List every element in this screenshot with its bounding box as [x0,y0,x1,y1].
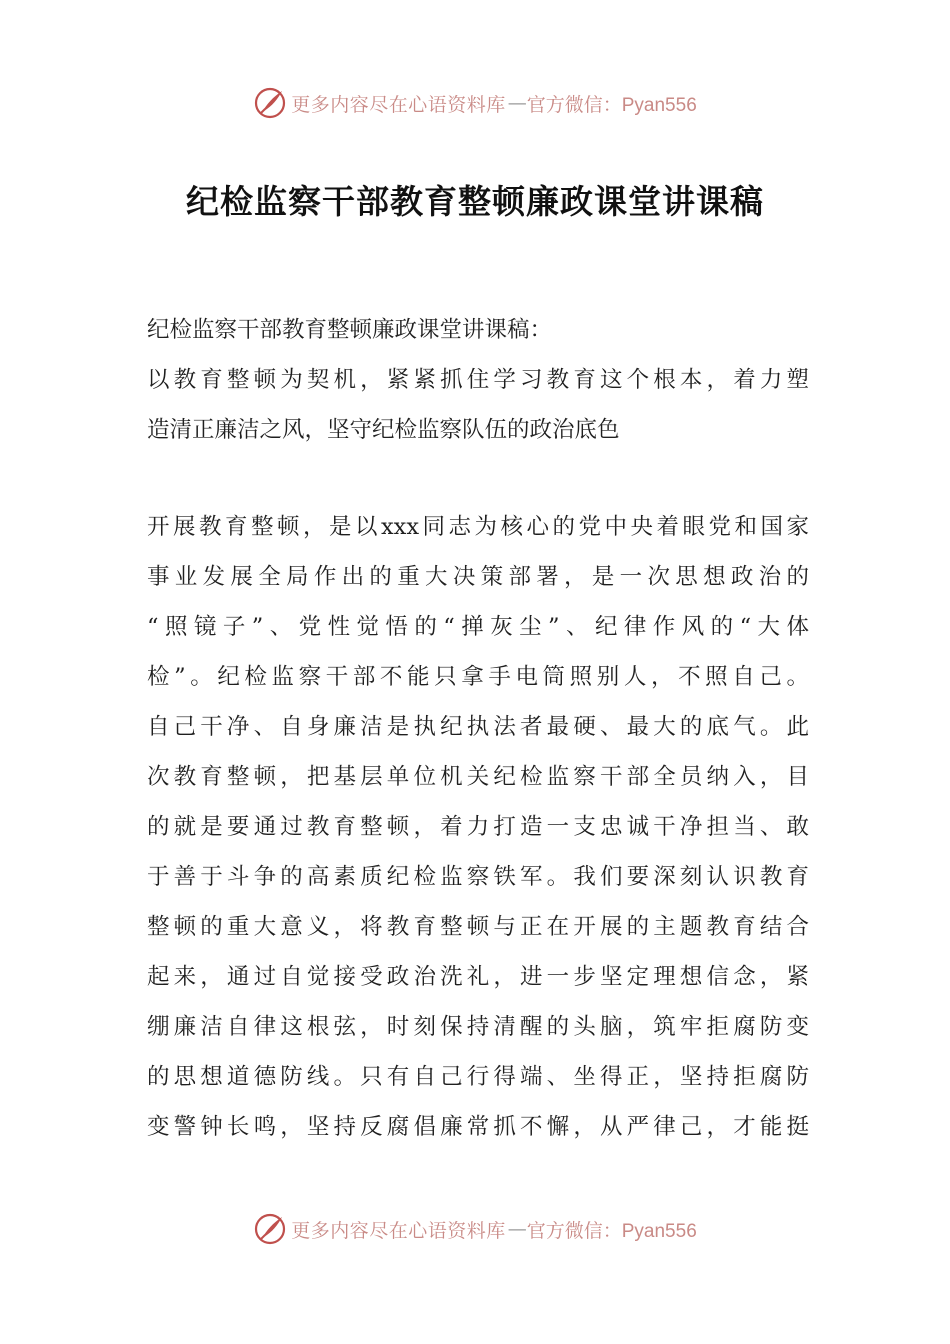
intro-section [147,305,809,455]
watermark-wechat-text: 官方微信：Pyan556 [526,1220,697,1242]
intro-line: 以教育整顿为契机，紧紧抓住学习教育这个根本，着力塑 [147,367,809,393]
paragraph-line: 起来，通过自觉接受政治洗礼，进一步坚定理想信念，紧 [147,964,809,990]
watermark-site-text: 更多内容尽在心语资料库 [291,93,506,116]
watermark-site-text: 更多内容尽在心语资料库 [291,1219,506,1242]
paragraph-line: 开展教育整顿，是以xxx同志为核心的党中央着眼党和国家 [147,514,809,540]
quill-logo-icon [253,1212,287,1246]
paragraph-line: 次教育整顿，把基层单位机关纪检监察干部全员纳入，目 [147,764,809,790]
watermark-separator: — [507,1218,527,1240]
intro-line: 纪检监察干部教育整顿廉政课堂讲课稿： [147,317,553,343]
quill-logo-icon [253,86,287,120]
paragraph-line: 变警钟长鸣，坚持反腐倡廉常抓不懈，从严律己，才能挺 [147,1114,809,1140]
watermark-wechat-text: 官方微信：Pyan556 [526,94,697,116]
paragraph-line: 的就是要通过教育整顿，着力打造一支忠诚干净担当、敢 [147,814,809,840]
paragraph-line: 检”。纪检监察干部不能只拿手电筒照别人，不照自己。 [147,664,809,690]
body-paragraph [147,502,809,1152]
paragraph-line: 的思想道德防线。只有自己行得端、坐得正，坚持拒腐防 [147,1064,809,1090]
paragraph-line: 整顿的重大意义，将教育整顿与正在开展的主题教育结合 [147,914,809,940]
intro-line: 造清正廉洁之风，坚守纪检监察队伍的政治底色 [147,417,620,443]
paragraph-line: 于善于斗争的高素质纪检监察铁军。我们要深刻认识教育 [147,864,809,890]
paragraph-line: 自己干净、自身廉洁是执纪执法者最硬、最大的底气。此 [147,714,809,740]
watermark-separator: — [507,92,527,114]
paragraph-line: 绷廉洁自律这根弦，时刻保持清醒的头脑，筑牢拒腐防变 [147,1014,809,1040]
document-title: 纪检监察干部教育整顿廉政课堂讲课稿 [186,182,764,221]
paragraph-line: “照镜子”、党性觉悟的“掸灰尘”、纪律作风的“大体 [147,614,809,640]
header-watermark [0,83,950,123]
footer-watermark [0,1209,950,1249]
paragraph-line: 事业发展全局作出的重大决策部署，是一次思想政治的 [147,564,809,590]
